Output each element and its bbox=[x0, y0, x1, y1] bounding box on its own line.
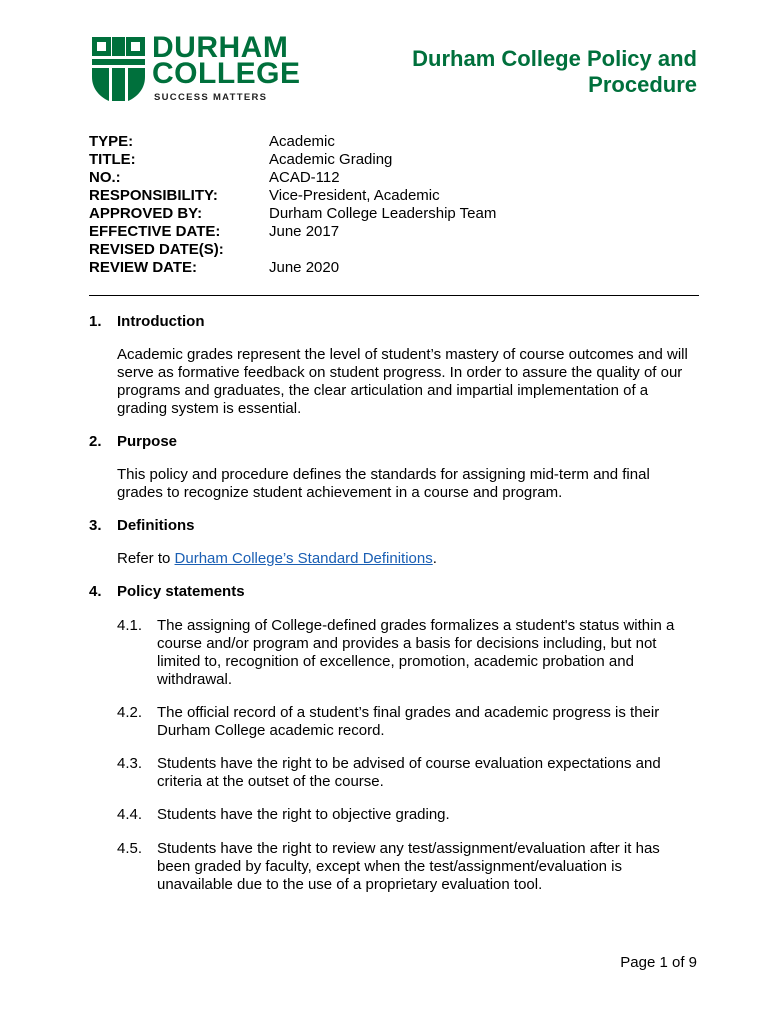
meta-key: REVISED DATE(S): bbox=[89, 241, 224, 258]
text-line: grades to recognize student achievement in a course and program. bbox=[117, 484, 563, 501]
text-line: Durham College academic record. bbox=[157, 722, 385, 739]
statement-number: 4.5. bbox=[117, 840, 143, 857]
meta-value: June 2020 bbox=[269, 259, 340, 276]
policy-statement-4-5 bbox=[117, 840, 702, 894]
text-line: withdrawal. bbox=[157, 671, 233, 688]
meta-key: RESPONSIBILITY: bbox=[89, 187, 218, 204]
meta-row-revised-dates bbox=[89, 241, 699, 259]
meta-value: Vice-President, Academic bbox=[269, 187, 440, 204]
text-line: Students have the right to be advised of course evaluation expectations and bbox=[157, 755, 661, 772]
section-heading-definitions bbox=[89, 517, 195, 535]
policy-statement-4-3 bbox=[117, 755, 702, 791]
text-line: been graded by faculty, except when the test/assignment/evaluation is bbox=[157, 858, 623, 875]
section-title: Policy statements bbox=[117, 583, 245, 600]
text-line: This policy and procedure defines the standards for assigning mid-term and final bbox=[117, 466, 650, 483]
section-number: 3. bbox=[89, 517, 102, 534]
meta-row-title bbox=[89, 151, 699, 169]
section-title: Purpose bbox=[117, 433, 178, 450]
logo-line-durham: DURHAM bbox=[152, 31, 289, 64]
meta-key: REVIEW DATE: bbox=[89, 259, 198, 276]
meta-key: NO.: bbox=[89, 169, 121, 186]
section-title: Introduction bbox=[117, 313, 205, 330]
text-line: unavailable due to the use of a proprietary evaluation tool. bbox=[157, 876, 543, 893]
definitions-paragraph bbox=[117, 550, 702, 568]
statement-text bbox=[157, 840, 702, 894]
statement-number: 4.4. bbox=[117, 806, 143, 823]
section-title: Definitions bbox=[117, 517, 195, 534]
section-number: 2. bbox=[89, 433, 102, 450]
statement-text bbox=[157, 755, 702, 791]
meta-value: Academic bbox=[269, 133, 335, 150]
meta-row-review-date bbox=[89, 259, 699, 277]
logo-crest-icon bbox=[92, 37, 145, 101]
meta-row-type bbox=[89, 133, 699, 151]
text-line: grading system is essential. bbox=[117, 400, 302, 417]
text-line: criteria at the outset of the course. bbox=[157, 773, 384, 790]
text-line: The official record of a student’s final grades and academic progress is their bbox=[157, 704, 660, 721]
statement-text bbox=[157, 704, 702, 740]
text-line: serve as formative feedback on student progress. In order to assure the quality of our bbox=[117, 364, 683, 381]
policy-statement-4-2 bbox=[117, 704, 702, 740]
policy-metadata bbox=[89, 133, 699, 277]
meta-value: June 2017 bbox=[269, 223, 340, 240]
document-title bbox=[412, 46, 697, 98]
text-line: limited to, recognition of excellence, promotion, academic probation and bbox=[157, 653, 634, 670]
meta-row-effective-date bbox=[89, 223, 699, 241]
text-line: The assigning of College-defined grades formalizes a student's status within a bbox=[157, 617, 675, 634]
statement-number: 4.1. bbox=[117, 617, 143, 634]
statement-number: 4.3. bbox=[117, 755, 143, 772]
text-line: programs and graduates, the clear articulation and impartial implementation of a bbox=[117, 382, 649, 399]
meta-key: EFFECTIVE DATE: bbox=[89, 223, 221, 240]
meta-value: Academic Grading bbox=[269, 151, 393, 168]
policy-statement-4-4 bbox=[117, 806, 702, 824]
statement-text bbox=[157, 806, 702, 824]
meta-row-approved-by bbox=[89, 205, 699, 223]
text-line: Students have the right to objective grading. bbox=[157, 806, 450, 823]
meta-row-responsibility bbox=[89, 187, 699, 205]
section-heading-purpose bbox=[89, 433, 177, 451]
introduction-paragraph bbox=[117, 346, 702, 418]
standard-definitions-link[interactable]: Durham College’s Standard Definitions bbox=[174, 550, 433, 567]
meta-value: ACAD-112 bbox=[269, 169, 340, 186]
section-heading-introduction bbox=[89, 313, 204, 331]
document-title-line-2: Procedure bbox=[588, 72, 697, 97]
document-title-line-1: Durham College Policy and bbox=[412, 46, 697, 71]
durham-college-logo bbox=[92, 31, 301, 103]
text-line: Students have the right to review any test/assignment/evaluation after it has bbox=[157, 840, 660, 857]
horizontal-divider bbox=[89, 295, 699, 296]
policy-statement-4-1 bbox=[117, 617, 702, 689]
page-number: Page 1 of 9 bbox=[620, 954, 697, 971]
logo-line-college: COLLEGE bbox=[152, 57, 301, 90]
section-number: 1. bbox=[89, 313, 102, 330]
meta-key: TITLE: bbox=[89, 151, 136, 168]
purpose-paragraph bbox=[117, 466, 702, 502]
text-line: Academic grades represent the level of student’s mastery of course outcomes and will bbox=[117, 346, 688, 363]
text-suffix: . bbox=[432, 550, 437, 567]
meta-key: APPROVED BY: bbox=[89, 205, 203, 222]
meta-row-number bbox=[89, 169, 699, 187]
text-line: course and/or program and provides a basis for decisions including, but not bbox=[157, 635, 657, 652]
section-number: 4. bbox=[89, 583, 102, 600]
logo-tagline: SUCCESS MATTERS bbox=[154, 92, 268, 103]
statement-number: 4.2. bbox=[117, 704, 143, 721]
text-prefix: Refer to bbox=[117, 550, 175, 567]
meta-value: Durham College Leadership Team bbox=[269, 205, 497, 222]
statement-text bbox=[157, 617, 702, 689]
meta-key: TYPE: bbox=[89, 133, 134, 150]
section-heading-policy-statements bbox=[89, 583, 245, 601]
